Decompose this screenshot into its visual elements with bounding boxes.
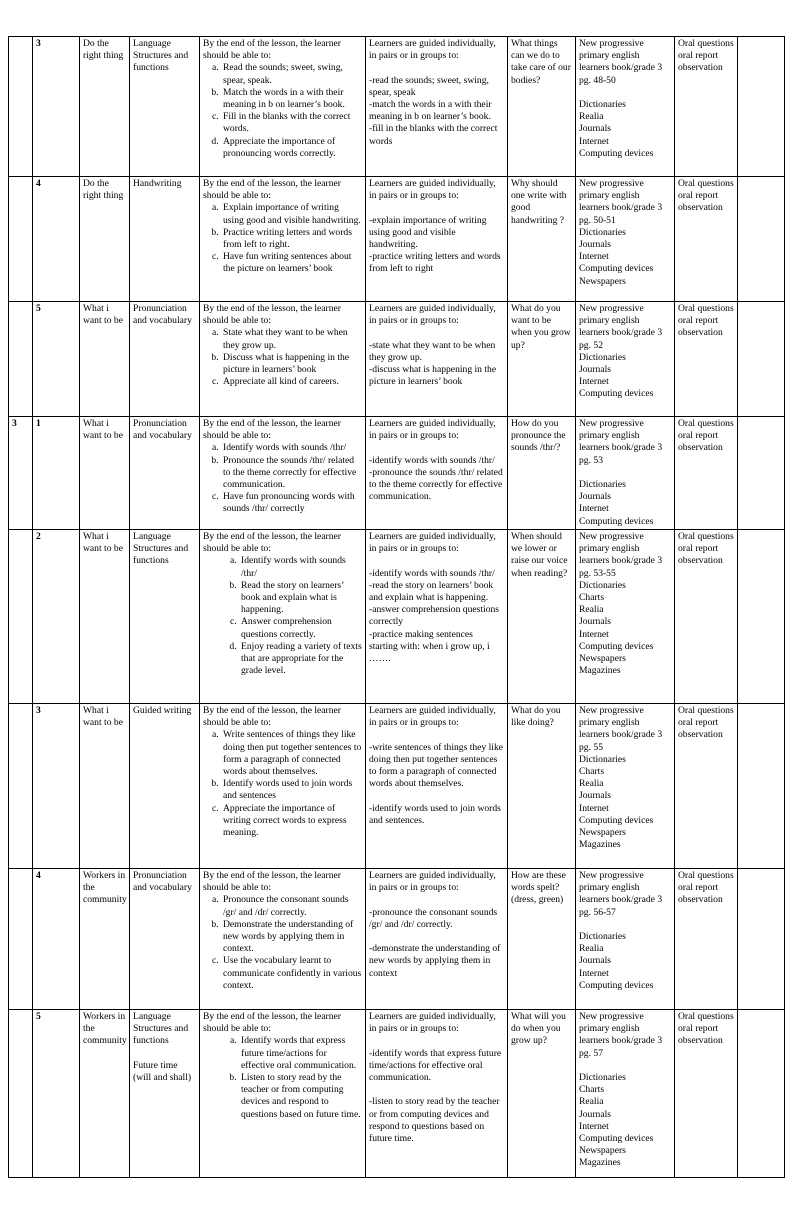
resource-line: New progressive primary english learners book/grade 3 pg. 56-57: [579, 870, 663, 918]
resource-line: [579, 919, 671, 931]
remarks-cell: [738, 177, 785, 302]
learning-experiences-cell: [366, 704, 508, 869]
outcome-item: a. Explain importance of writing using good and visible handwriting.: [221, 202, 362, 226]
experience-line: -pronounce the consonant sounds /gr/ and /dr/ correctly.: [369, 906, 498, 930]
outcome-item: a. State what they want to be when they grow up.: [221, 327, 362, 351]
experience-line: Learners are guided individually, in pairs or in groups to:: [369, 705, 496, 729]
sub-strand-cell: [130, 869, 200, 1010]
outcomes-list: [203, 729, 362, 839]
resource-line: Realia: [579, 604, 604, 616]
sub-strand-cell: [130, 1010, 200, 1178]
experience-line: -fill in the blanks with the correct words: [369, 123, 498, 147]
sub-strand-cell: [130, 37, 200, 177]
experience-line: [369, 442, 504, 454]
key-inquiry-question-cell: What do you like doing?: [508, 704, 576, 869]
key-inquiry-question-cell: What do you want to be when you grow up?: [508, 302, 576, 417]
experience-line: [369, 555, 504, 567]
lesson-cell: 2: [33, 530, 80, 704]
experience-line: -explain importance of writing using good and visible handwriting.: [369, 214, 487, 250]
resource-line: Dictionaries: [579, 99, 626, 110]
resource-line: Realia: [579, 943, 604, 955]
learning-outcomes-cell: [200, 177, 366, 302]
experience-line: -read the story on learners’ book and explain what is happening.: [369, 579, 494, 603]
key-inquiry-question-cell: What will you do when you grow up?: [508, 1010, 576, 1178]
learning-outcomes-cell: [200, 1010, 366, 1178]
table-row: [9, 1010, 785, 1178]
learning-outcomes-cell: [200, 704, 366, 869]
outcomes-list: [203, 555, 362, 677]
experience-line: -identify words with sounds /thr/: [369, 567, 495, 579]
learning-resources-cell: [576, 37, 675, 177]
resource-line: Internet: [579, 967, 609, 979]
experience-line: Learners are guided individually, in pairs or in groups to:: [369, 531, 496, 555]
week-cell: 3: [9, 417, 33, 530]
outcomes-list: [203, 894, 362, 992]
resource-line: [579, 1060, 671, 1072]
remarks-cell: [738, 704, 785, 869]
experience-line: -read the sounds; sweet, swing, spear, speak: [369, 74, 489, 98]
experience-line: Learners are guided individually, in pairs or in groups to:: [369, 178, 496, 202]
key-inquiry-question-cell: What things can we do to take care of our bodies?: [508, 37, 576, 177]
resource-line: Dictionaries: [579, 479, 626, 490]
table-row: [9, 530, 785, 704]
experience-line: -identify words used to join words and sentences.: [369, 802, 501, 826]
resource-line: Realia: [579, 111, 604, 123]
resource-line: [579, 87, 671, 99]
table-row: [9, 417, 785, 530]
resource-line: Magazines: [579, 1157, 621, 1169]
outcome-item: d. Enjoy reading a variety of texts that are appropriate for the grade level.: [239, 641, 362, 678]
sub-strand-cell: [130, 704, 200, 869]
resource-line: New progressive primary english learners book/grade 3 pg. 57: [579, 1011, 663, 1059]
experience-line: -practice making sentences starting with: when i grow up, i …….: [369, 628, 490, 665]
strand-cell: What i want to be: [80, 530, 130, 704]
resource-line: Newspapers: [579, 1145, 626, 1157]
experience-line: -listen to story read by the teacher or from computing devices and respond to questions based on future time.: [369, 1096, 500, 1144]
outcomes-intro: By the end of the lesson, the learner should be able to:: [203, 870, 341, 894]
resource-line: [579, 467, 671, 479]
assessment-cell: Oral questions oral report observation: [675, 417, 738, 530]
outcome-item: c. Have fun writing sentences about the picture on learners’ book: [221, 251, 362, 275]
experience-line: -demonstrate the understanding of new words by applying them in context: [369, 943, 501, 979]
sub-strand-cell: [130, 417, 200, 530]
resource-line: Dictionaries: [579, 579, 626, 591]
resource-line: Journals: [579, 491, 611, 503]
resource-line: New progressive primary english learners book/grade 3 pg. 53-55: [579, 531, 663, 579]
remarks-cell: [738, 302, 785, 417]
remarks-cell: [738, 37, 785, 177]
experience-line: [369, 62, 504, 74]
week-cell: [9, 869, 33, 1010]
learning-experiences-cell: [366, 1010, 508, 1178]
table-row: [9, 177, 785, 302]
experience-line: Learners are guided individually, in pairs or in groups to:: [369, 38, 496, 62]
learning-outcomes-cell: [200, 530, 366, 704]
assessment-cell: Oral questions oral report observation: [675, 1010, 738, 1178]
resource-line: Computing devices: [579, 979, 654, 991]
resource-line: New progressive primary english learners book/grade 3 pg. 48-50: [579, 38, 663, 86]
table-row: [9, 869, 785, 1010]
experience-line: -match the words in a with their meaning in b on learner’s book.: [369, 99, 492, 123]
learning-resources-cell: [576, 530, 675, 704]
outcomes-intro: By the end of the lesson, the learner should be able to:: [203, 418, 341, 442]
resource-line: Internet: [579, 1120, 609, 1132]
lesson-cell: 4: [33, 869, 80, 1010]
resource-line: Computing devices: [579, 388, 654, 400]
strand-cell: What i want to be: [80, 417, 130, 530]
experience-line: Learners are guided individually, in pairs or in groups to:: [369, 1011, 496, 1035]
resource-line: Internet: [579, 628, 609, 640]
resource-line: Journals: [579, 123, 611, 135]
resource-line: Realia: [579, 1096, 604, 1108]
remarks-cell: [738, 1010, 785, 1178]
sub-strand-line: Handwriting: [133, 178, 182, 189]
learning-outcomes-cell: [200, 869, 366, 1010]
outcome-item: c. Appreciate the importance of writing correct words to express meaning.: [221, 803, 362, 840]
outcomes-intro: By the end of the lesson, the learner should be able to:: [203, 531, 341, 555]
resource-line: Computing devices: [579, 515, 654, 527]
outcomes-intro: By the end of the lesson, the learner should be able to:: [203, 705, 341, 729]
outcome-item: d. Appreciate the importance of pronouncing words correctly.: [221, 136, 362, 160]
sub-strand-line: Pronunciation and vocabulary: [133, 418, 192, 442]
experience-line: [369, 327, 504, 339]
resource-line: Computing devices: [579, 814, 654, 826]
remarks-cell: [738, 417, 785, 530]
experience-line: [369, 729, 504, 741]
sub-strand-line: Pronunciation and vocabulary: [133, 870, 192, 894]
outcome-item: a. Write sentences of things they like doing then put together sentences to form a paragraph of connected words about themselves.: [221, 729, 362, 778]
outcome-item: b. Identify words used to join words and sentences: [221, 778, 362, 802]
key-inquiry-question-cell: Why should one write with good handwriting ?: [508, 177, 576, 302]
resource-line: Journals: [579, 239, 611, 251]
outcome-item: b. Listen to story read by the teacher or from computing devices and respond to questions based on future time.: [239, 1072, 362, 1121]
resource-line: Realia: [579, 778, 604, 790]
experience-line: -write sentences of things they like doing then put together sentences to form a paragraph of connected words about themselves.: [369, 741, 504, 790]
experience-line: -state what they want to be when they grow up.: [369, 339, 496, 363]
sub-strand-cell: [130, 302, 200, 417]
outcomes-list: [203, 1035, 362, 1120]
experience-line: [369, 790, 504, 802]
learning-resources-cell: [576, 177, 675, 302]
resource-line: Dictionaries: [579, 931, 626, 942]
experience-line: [369, 931, 504, 943]
outcome-item: b. Demonstrate the understanding of new words by applying them in context.: [221, 919, 362, 956]
resource-line: Charts: [579, 1084, 605, 1096]
experience-line: [369, 1084, 504, 1096]
sub-strand-line: [133, 1048, 196, 1060]
experience-line: Learners are guided individually, in pairs or in groups to:: [369, 418, 496, 442]
week-cell: [9, 302, 33, 417]
learning-resources-cell: [576, 1010, 675, 1178]
resource-line: Internet: [579, 802, 609, 814]
outcomes-list: [203, 327, 362, 388]
resource-line: Magazines: [579, 839, 621, 851]
outcome-item: a. Identify words with sounds /thr/: [221, 442, 362, 454]
learning-outcomes-cell: [200, 37, 366, 177]
resource-line: Internet: [579, 503, 609, 515]
outcome-item: c. Answer comprehension questions correctly.: [239, 616, 362, 640]
outcome-item: c. Appreciate all kind of careers.: [221, 376, 362, 388]
resource-line: New progressive primary english learners book/grade 3 pg. 52: [579, 303, 663, 351]
resource-line: Dictionaries: [579, 1072, 626, 1083]
resource-line: Charts: [579, 592, 605, 604]
outcome-item: b. Match the words in a with their meaning in b on learner’s book.: [221, 87, 362, 111]
experience-line: -identify words that express future time/actions for effective oral communication.: [369, 1047, 502, 1083]
resource-line: New progressive primary english learners book/grade 3 pg. 55: [579, 705, 663, 753]
learning-outcomes-cell: [200, 302, 366, 417]
key-inquiry-question-cell: How are these words spelt? (dress, green): [508, 869, 576, 1010]
strand-cell: What i want to be: [80, 302, 130, 417]
learning-resources-cell: [576, 704, 675, 869]
outcomes-intro: By the end of the lesson, the learner should be able to:: [203, 178, 341, 202]
sub-strand-line: Language Structures and functions: [133, 531, 189, 567]
key-inquiry-question-cell: When should we lower or raise our voice when reading?: [508, 530, 576, 704]
remarks-cell: [738, 530, 785, 704]
lesson-cell: 5: [33, 1010, 80, 1178]
resource-line: Computing devices: [579, 640, 654, 652]
table-row: [9, 704, 785, 869]
sub-strand-cell: [130, 530, 200, 704]
experience-line: -pronounce the sounds /thr/ related to the theme correctly for effective communication.: [369, 466, 503, 503]
scheme-of-work-table: [8, 36, 785, 1178]
week-cell: [9, 704, 33, 869]
outcome-item: c. Have fun pronouncing words with sounds /thr/ correctly: [221, 491, 362, 515]
outcomes-list: [203, 442, 362, 515]
resource-line: Newspapers: [579, 275, 626, 287]
strand-cell: Do the right thing: [80, 37, 130, 177]
table-row: [9, 302, 785, 417]
experience-line: -answer comprehension questions correctly: [369, 604, 500, 628]
experience-line: Learners are guided individually, in pairs or in groups to:: [369, 303, 496, 327]
outcome-item: a. Identify words with sounds /thr/: [239, 555, 362, 579]
resource-line: Internet: [579, 251, 609, 263]
table-row: [9, 37, 785, 177]
assessment-cell: Oral questions oral report observation: [675, 530, 738, 704]
resource-line: Computing devices: [579, 263, 654, 275]
assessment-cell: Oral questions oral report observation: [675, 302, 738, 417]
resource-line: Dictionaries: [579, 753, 626, 765]
learning-experiences-cell: [366, 177, 508, 302]
learning-experiences-cell: [366, 417, 508, 530]
lesson-cell: 5: [33, 302, 80, 417]
outcome-item: b. Pronounce the sounds /thr/ related to the theme correctly for effective communication.: [221, 455, 362, 492]
outcomes-intro: By the end of the lesson, the learner should be able to:: [203, 303, 341, 327]
learning-resources-cell: [576, 869, 675, 1010]
learning-resources-cell: [576, 302, 675, 417]
resource-line: New progressive primary english learners book/grade 3 pg. 53: [579, 418, 663, 466]
outcome-item: a. Read the sounds; sweet, swing, spear, speak.: [221, 62, 362, 86]
week-cell: [9, 37, 33, 177]
outcome-item: c. Fill in the blanks with the correct words.: [221, 111, 362, 135]
resource-line: Journals: [579, 955, 611, 967]
experience-line: -discuss what is happening in the picture in learners’ book: [369, 364, 497, 388]
resource-line: Computing devices: [579, 1133, 654, 1145]
outcomes-intro: By the end of the lesson, the learner should be able to:: [203, 1011, 341, 1035]
resource-line: Journals: [579, 364, 611, 376]
resource-line: Computing devices: [579, 147, 654, 159]
assessment-cell: Oral questions oral report observation: [675, 869, 738, 1010]
lesson-cell: 3: [33, 704, 80, 869]
assessment-cell: Oral questions oral report observation: [675, 177, 738, 302]
learning-experiences-cell: [366, 37, 508, 177]
lesson-cell: 1: [33, 417, 80, 530]
strand-cell: Do the right thing: [80, 177, 130, 302]
strand-cell: Workers in the community: [80, 869, 130, 1010]
resource-line: Newspapers: [579, 653, 626, 665]
learning-outcomes-cell: [200, 417, 366, 530]
outcome-item: b. Discuss what is happening in the picture in learners’ book: [221, 352, 362, 376]
resource-line: Dictionaries: [579, 226, 626, 238]
week-cell: [9, 177, 33, 302]
sub-strand-cell: [130, 177, 200, 302]
resource-line: New progressive primary english learners book/grade 3 pg. 50-51: [579, 178, 663, 226]
outcomes-list: [203, 202, 362, 275]
strand-cell: Workers in the community: [80, 1010, 130, 1178]
learning-experiences-cell: [366, 869, 508, 1010]
lesson-cell: 3: [33, 37, 80, 177]
sub-strand-line: Future time (will and shall): [133, 1059, 192, 1083]
resource-line: Magazines: [579, 665, 621, 677]
sub-strand-line: Language Structures and functions: [133, 38, 189, 74]
assessment-cell: Oral questions oral report observation: [675, 37, 738, 177]
experience-line: -practice writing letters and words from left to right: [369, 251, 501, 275]
experience-line: [369, 894, 504, 906]
assessment-cell: Oral questions oral report observation: [675, 704, 738, 869]
sub-strand-line: Language Structures and functions: [133, 1011, 189, 1047]
resource-line: Internet: [579, 376, 609, 388]
key-inquiry-question-cell: How do you pronounce the sounds /thr/?: [508, 417, 576, 530]
experience-line: [369, 202, 504, 214]
learning-experiences-cell: [366, 530, 508, 704]
resource-line: Journals: [579, 1108, 611, 1120]
week-cell: [9, 530, 33, 704]
resource-line: Journals: [579, 616, 611, 628]
outcome-item: b. Read the story on learners’ book and explain what is happening.: [239, 580, 362, 617]
outcomes-list: [203, 62, 362, 160]
learning-experiences-cell: [366, 302, 508, 417]
remarks-cell: [738, 869, 785, 1010]
outcome-item: a. Identify words that express future time/actions for effective oral communication.: [239, 1035, 362, 1072]
resource-line: Journals: [579, 790, 611, 802]
strand-cell: What i want to be: [80, 704, 130, 869]
learning-resources-cell: [576, 417, 675, 530]
lesson-cell: 4: [33, 177, 80, 302]
resource-line: Newspapers: [579, 827, 626, 839]
sub-strand-line: Pronunciation and vocabulary: [133, 303, 192, 327]
experience-line: [369, 1035, 504, 1047]
outcome-item: a. Pronounce the consonant sounds /gr/ and /dr/ correctly.: [221, 894, 362, 918]
sub-strand-line: Guided writing: [133, 705, 192, 716]
outcomes-intro: By the end of the lesson, the learner should be able to:: [203, 38, 341, 62]
experience-line: -identify words with sounds /thr/: [369, 454, 495, 466]
resource-line: Charts: [579, 766, 605, 778]
experience-line: Learners are guided individually, in pairs or in groups to:: [369, 870, 496, 894]
week-cell: [9, 1010, 33, 1178]
outcome-item: c. Use the vocabulary learnt to communicate confidently in various context.: [221, 955, 362, 992]
outcome-item: b. Practice writing letters and words from left to right.: [221, 227, 362, 251]
resource-line: Dictionaries: [579, 351, 626, 363]
resource-line: Internet: [579, 135, 609, 147]
